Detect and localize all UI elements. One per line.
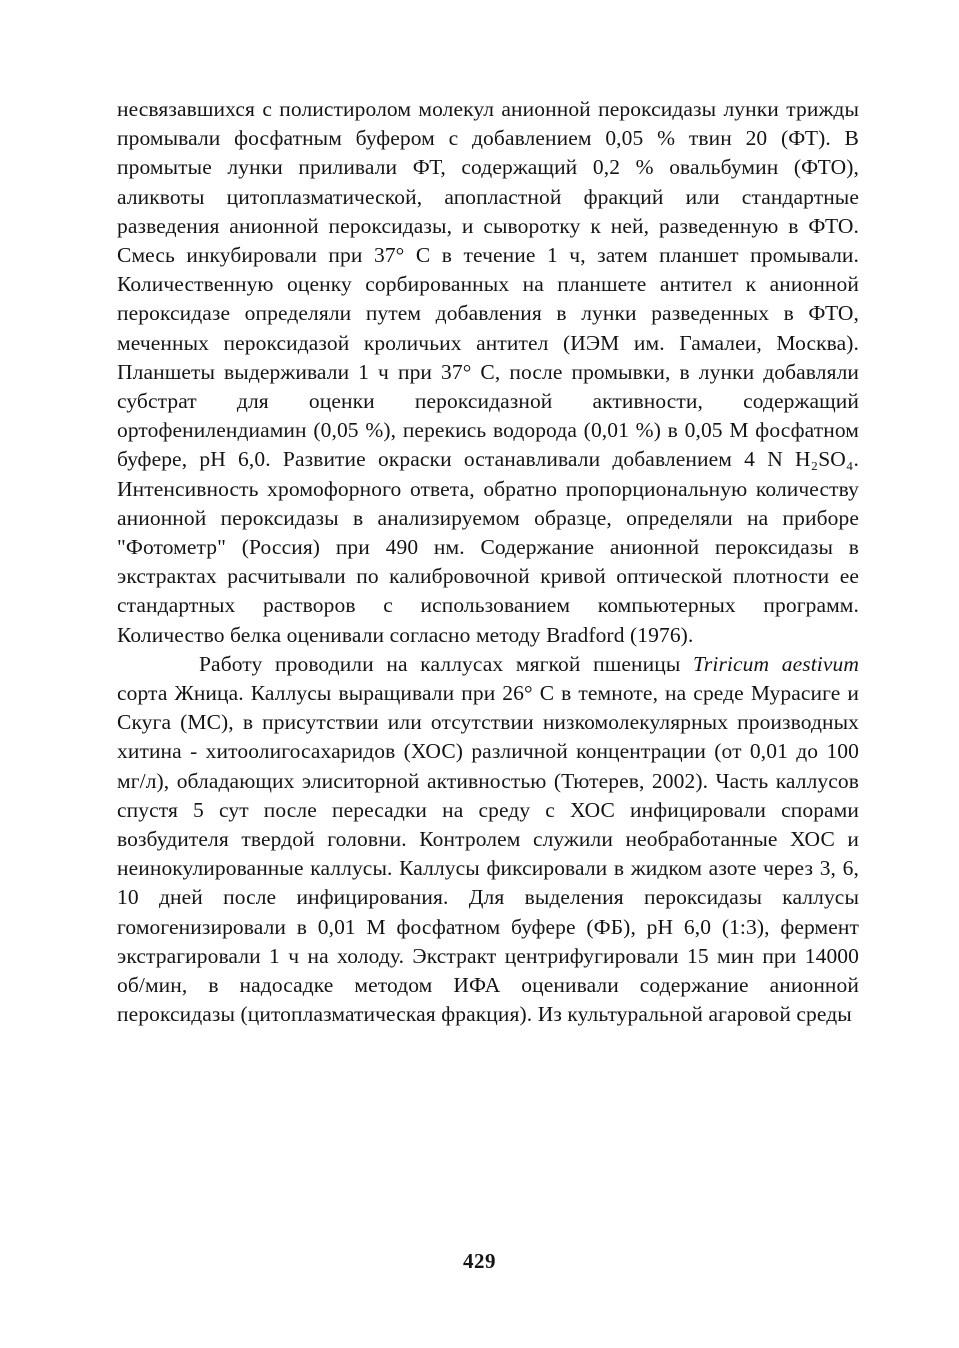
body-text: [117, 95, 859, 1030]
species-name: Triricum aestivum: [693, 651, 860, 676]
page-number: 429: [463, 1249, 496, 1273]
paragraph-materials-start: Работу проводили на каллусах мягкой пшеницы: [199, 651, 694, 676]
paragraph-methods-elisa: несвязавшихся с полистиролом молекул анионной пероксидазы лунки трижды промывали фосфатным буфером с добавлением 0,05 % твин 20 (ФТ). В промытые лунки приливали ФТ, содержащий 0,2 % овальбумин (ФТО), аликвоты цитоплазматической, апопластной фракций или стандартные разведения анионной пероксидазы, и сыворотку к ней, разведенную в ФТО. Смесь инкубировали при 37° С в течение 1 ч, затем планшет промывали. Количественную оценку сорбированных на планшете антител к анионной пероксидазе определяли путем добавления в лунки разведенных в ФТО, меченных пероксидазой кроличьих антител (ИЭМ им. Гамалеи, Москва). Планшеты выдерживали 1 ч при 37° С, после промывки, в лунки добавляли субстрат для оценки пероксидазной активности, содержащий ортофенилендиамин (0,05 %), перекись водорода (0,01 %) в 0,05 М фосфатном буфере, pH 6,0. Развитие окраски останавливали добавлением 4 N H₂SO₄. Интенсивность хромофорного ответа, обратно пропорциональную количеству анионной пероксидазы в анализируемом образце, определяли на приборе "Фотометр" (Россия) при 490 нм. Содержание анионной пероксидазы в экстрактах расчитывали по калибровочной кривой оптической плотности ее стандартных растворов с использованием компьютерных программ. Количество белка оценивали согласно методу Bradford (1976).: [117, 97, 859, 647]
paragraph-materials: [117, 650, 859, 1030]
paragraph-materials-rest: сорта Жница. Каллусы выращивали при 26° С в темноте, на среде Мурасиге и Скуга (МС), в присутствии или отсутствии низкомолекулярных производных хитина - хитоолигосахаридов (ХОС) различной концентрации (от 0,01 до 100 мг/л), обладающих элиситорной активностью (Тютерев, 2002). Часть каллусов спустя 5 сут после пересадки на среду с ХОС инфицировали спорами возбудителя твердой головни. Контролем служили необработанные ХОС и неинокулированные каллусы. Каллусы фиксировали в жидком азоте через 3, 6, 10 дней после инфицирования. Для выделения пероксидазы каллусы гомогенизировали в 0,01 М фосфатном буфере (ФБ), pH 6,0 (1:3), фермент экстрагировали 1 ч на холоду. Экстракт центрифугировали 15 мин при 14000 об/мин, в надосадке методом ИФА оценивали содержание анионной пероксидазы (цитоплазматическая фракция). Из культуральной агаровой среды: [117, 681, 859, 1027]
